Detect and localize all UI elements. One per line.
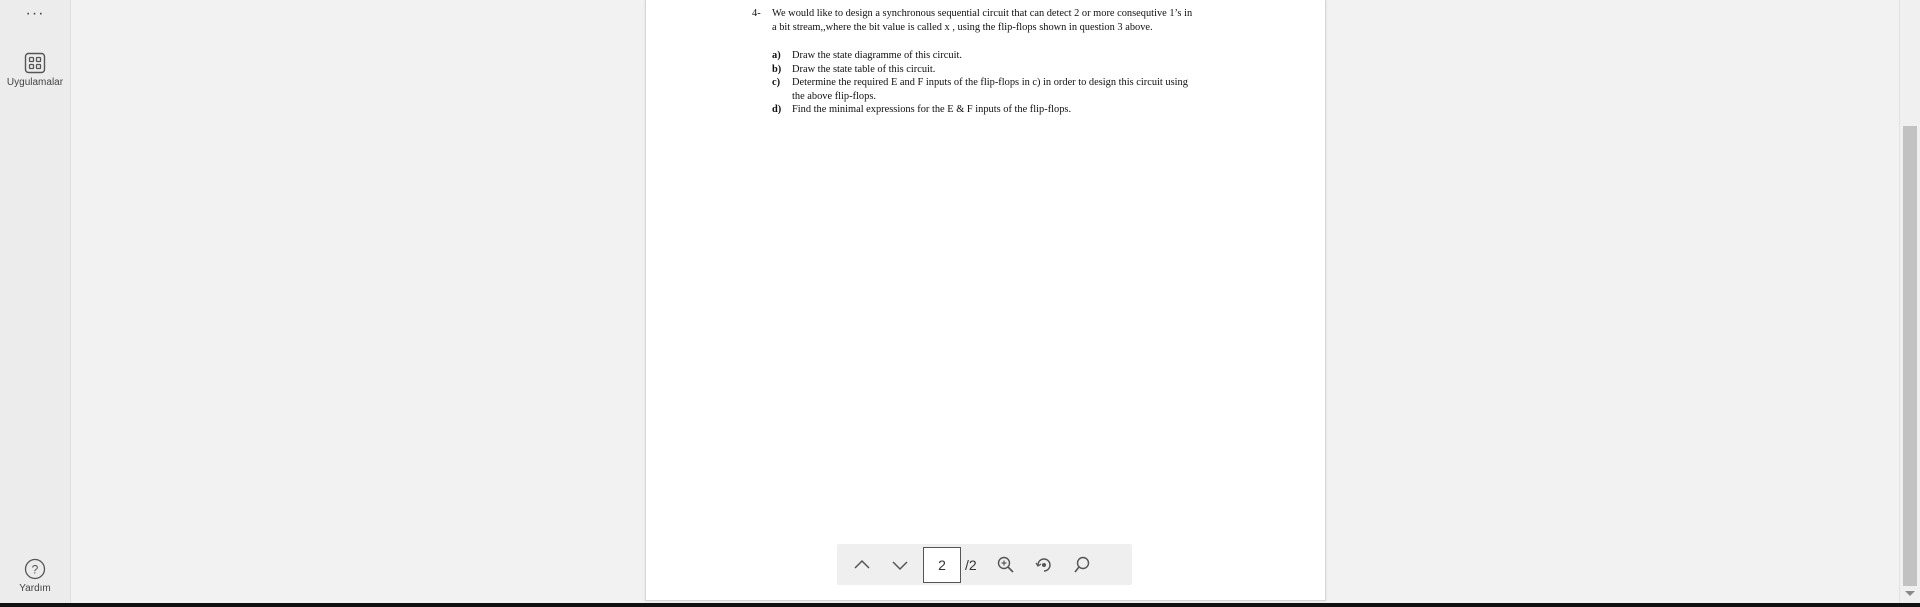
chevron-up-icon — [852, 555, 872, 575]
chevron-down-icon — [890, 555, 910, 575]
rotate-icon — [1034, 555, 1054, 575]
question-part — [772, 49, 1272, 63]
svg-text:?: ? — [31, 562, 39, 577]
question-number: 4- — [752, 8, 761, 19]
search-button[interactable] — [1063, 546, 1101, 584]
page-navigation-toolbar — [837, 544, 1132, 585]
question-line: We would like to design a synchronous sequential circuit that can detect 2 or more consequtive 1’s in — [772, 8, 1193, 19]
next-page-button[interactable] — [881, 546, 919, 584]
zoom-in-icon — [996, 555, 1016, 575]
scrollbar-thumb[interactable] — [1903, 126, 1917, 586]
document-page — [645, 0, 1326, 601]
total-pages: /2 — [965, 556, 977, 573]
apps-label: Uygulamalar — [6, 77, 64, 88]
part-label: d) — [772, 104, 782, 115]
help-label: Yardım — [19, 583, 51, 594]
zoom-in-button[interactable] — [987, 546, 1025, 584]
part-text: Draw the state table of this circuit. — [792, 63, 936, 75]
bottom-border — [0, 603, 1920, 607]
help-button[interactable] — [0, 558, 70, 594]
question-parts — [772, 49, 1272, 117]
question-text — [772, 7, 1262, 34]
apps-button[interactable] — [0, 52, 70, 88]
vertical-scrollbar[interactable] — [1899, 0, 1920, 607]
part-label: a) — [772, 50, 781, 61]
rotate-button[interactable] — [1025, 546, 1063, 584]
previous-page-button[interactable] — [843, 546, 881, 584]
part-text: Find the minimal expressions for the E & F inputs of the flip-flops. — [792, 104, 1072, 115]
part-label: b) — [772, 63, 782, 75]
more-options-button[interactable]: ··· — [25, 5, 45, 22]
search-icon — [1072, 555, 1092, 575]
help-circle-icon — [24, 558, 46, 580]
apps-grid-icon — [24, 52, 46, 74]
question-line: a bit stream,,where the bit value is called x , using the flip-flops shown in question 3 above. — [772, 21, 1153, 33]
scroll-down-arrow-icon[interactable] — [1905, 591, 1915, 596]
part-text: Draw the state diagramme of this circuit. — [792, 50, 962, 61]
part-text-continued: the above flip-flops. — [792, 90, 876, 102]
question-part — [772, 76, 1272, 103]
left-rail — [0, 0, 71, 607]
question-part — [772, 103, 1272, 117]
question-part — [772, 63, 1272, 77]
page-number-input[interactable] — [923, 547, 961, 583]
part-label: c) — [772, 77, 781, 88]
part-text: Determine the required E and F inputs of the flip-flops in c) in order to design this circuit using — [792, 77, 1188, 88]
